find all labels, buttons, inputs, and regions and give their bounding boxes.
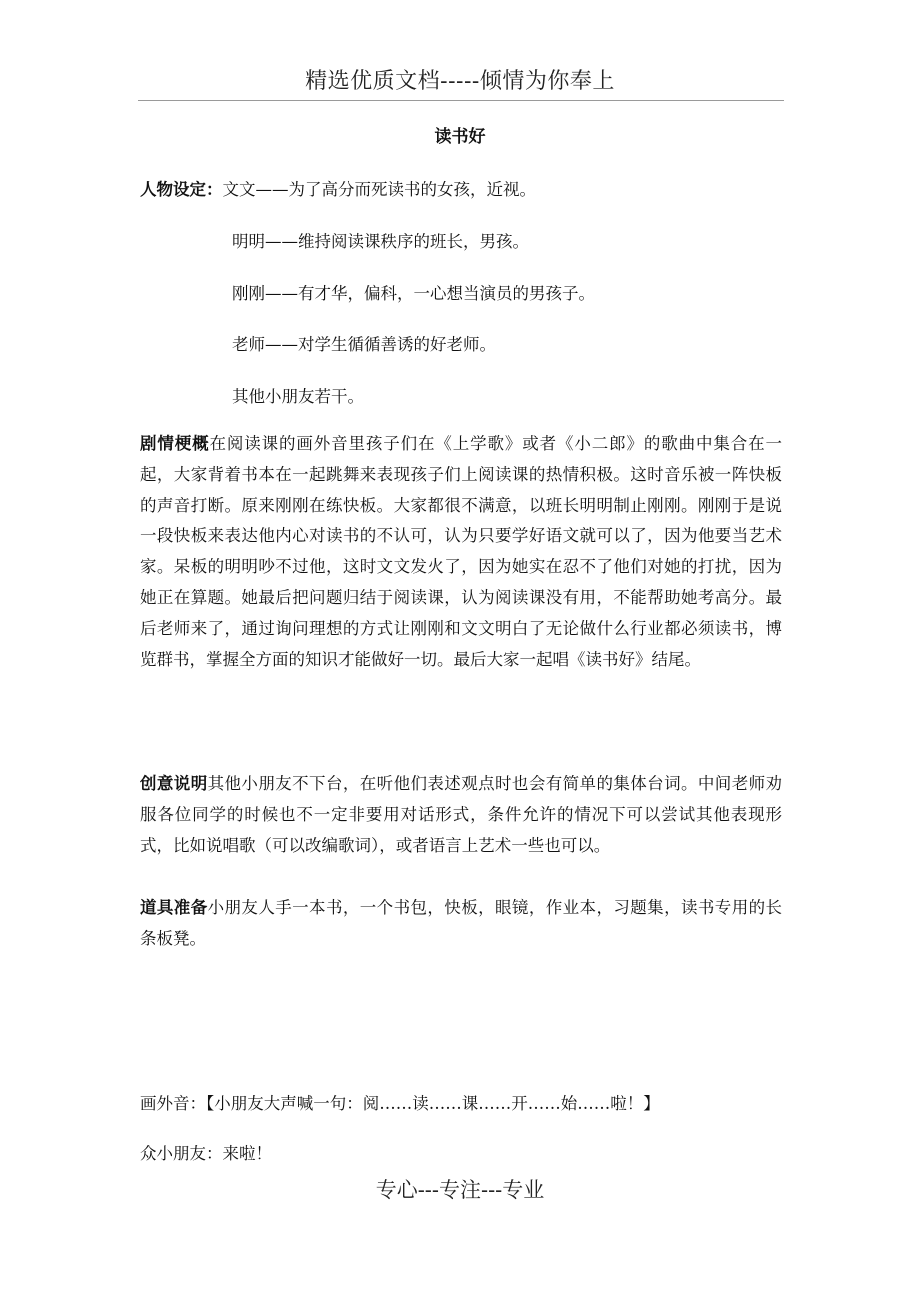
header-divider [138,100,784,101]
document-title: 读书好 [434,127,486,147]
script-line-children: 众小朋友：来啦！ [140,1144,272,1163]
synopsis-label: 剧情梗概 [140,434,210,453]
character-item: 其他小朋友若干。 [232,387,364,406]
characters-first-line [140,176,536,200]
character-item: 刚刚——有才华，偏科，一心想当演员的男孩子。 [232,284,595,303]
creative-paragraph [140,769,782,861]
creative-label: 创意说明 [140,774,208,793]
synopsis-paragraph [140,429,782,675]
character-item: 明明——维持阅读课秩序的班长，男孩。 [232,232,529,251]
script-line-offscreen-voice: 画外音：【小朋友大声喊一句：阅……读……课……开……始……啦！】 [140,1094,660,1113]
page-header: 精选优质文档-----倾情为你奉上 [305,69,615,94]
character-item: 文文——为了高分而死读书的女孩，近视。 [222,180,536,199]
page-footer: 专心---专注---专业 [375,1178,545,1202]
character-item: 老师——对学生循循善诱的好老师。 [232,335,496,354]
props-text: 小朋友人手一本书，一个书包，快板，眼镜，作业本，习题集，读书专用的长条板凳。 [140,898,783,948]
props-label: 道具准备 [140,898,208,917]
characters-label: 人物设定： [140,180,223,199]
creative-text: 其他小朋友不下台，在听他们表述观点时也会有简单的集体台词。中间老师劝服各位同学的时候也不一定非要用对话形式，条件允许的情况下可以尝试其他表现形式，比如说唱歌（可以改编歌词），或者语言上艺术一些也可以。 [140,774,783,855]
synopsis-text: 在阅读课的画外音里孩子们在《上学歌》或者《小二郎》的歌曲中集合在一起，大家背着书本在一起跳舞来表现孩子们上阅读课的热情积极。这时音乐被一阵快板的声音打断。原来刚刚在练快板。大家都很不满意，以班长明明制止刚刚。刚刚于是说一段快板来表达他内心对读书的不认可，认为只要学好语文就可以了，因为他要当艺术家。呆板的明明吵不过他，这时文文发火了，因为她实在忍不了他们对她的打扰，因为她正在算题。她最后把问题归结于阅读课，认为阅读课没有用，不能帮助她考高分。最后老师来了，通过询问理想的方式让刚刚和文文明白了无论做什么行业都必须读书，博览群书，掌握全方面的知识才能做好一切。最后大家一起唱《读书好》结尾。 [140,434,782,669]
props-paragraph [140,893,782,955]
